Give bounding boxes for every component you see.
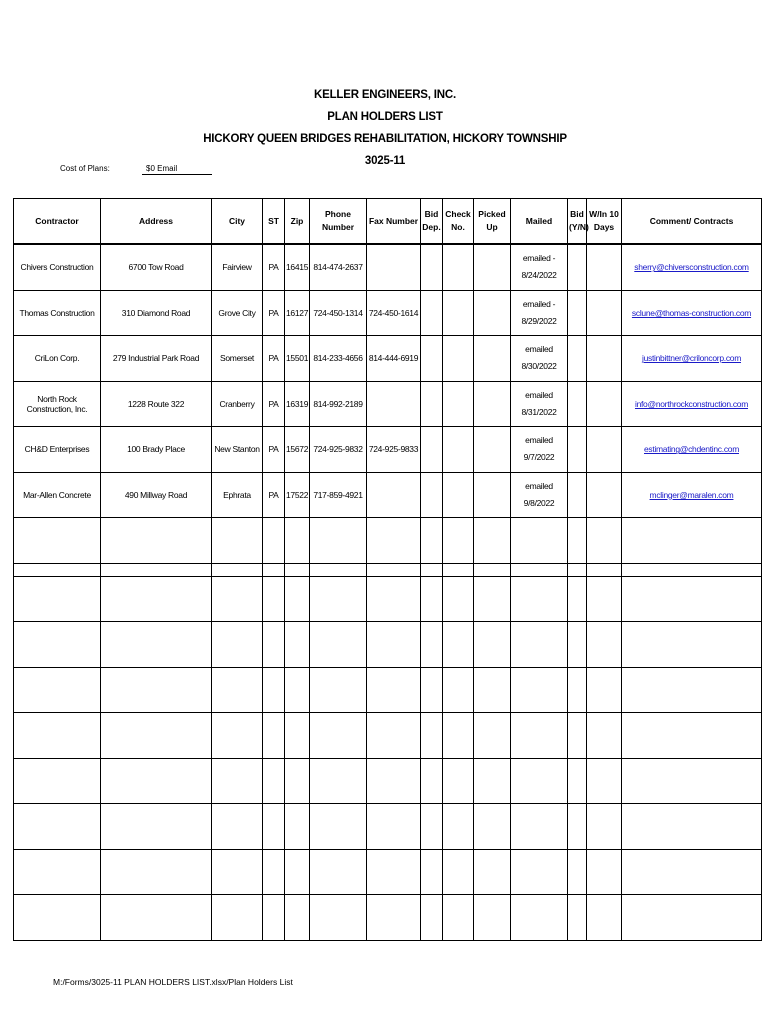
cell-phone: [310, 804, 367, 850]
table-row: [14, 427, 762, 473]
cell-comment: [622, 758, 762, 804]
cell-empty: [474, 518, 511, 564]
cell-empty: [443, 290, 474, 336]
cell-contractor: [14, 804, 101, 850]
cell-empty: [587, 381, 622, 427]
cell-empty: [587, 336, 622, 382]
col-within-10-days: W/In 10 Days: [587, 199, 622, 245]
cell-zip: [285, 622, 310, 668]
cell-phone: [310, 576, 367, 622]
table-row: [14, 804, 762, 850]
cell-empty: [474, 472, 511, 518]
cell-empty: [443, 427, 474, 473]
cell-empty: [443, 563, 474, 576]
table-row: [14, 244, 762, 290]
cell-address: 310 Diamond Road: [101, 290, 212, 336]
cell-address: [101, 895, 212, 941]
email-link[interactable]: info@northrockconstruction.com: [634, 398, 748, 409]
cell-zip: [285, 667, 310, 713]
cell-empty: [587, 895, 622, 941]
cell-mailed: [511, 758, 568, 804]
cell-phone: 814-233-4656: [310, 336, 367, 382]
cell-phone: [310, 622, 367, 668]
cell-fax: [367, 622, 421, 668]
cell-empty: [421, 849, 443, 895]
cell-phone: [310, 713, 367, 759]
cell-contractor: CH&D Enterprises: [14, 427, 101, 473]
col-address: Address: [101, 199, 212, 245]
cell-city: [212, 563, 263, 576]
cell-city: [212, 667, 263, 713]
cell-zip: [285, 518, 310, 564]
cell-zip: 17522: [285, 472, 310, 518]
cell-empty: [474, 381, 511, 427]
cell-fax: 814-444-6919: [367, 336, 421, 382]
cell-empty: [474, 895, 511, 941]
cell-fax: [367, 849, 421, 895]
table-row: [14, 895, 762, 941]
cell-contractor: Thomas Construction: [14, 290, 101, 336]
cell-empty: [443, 518, 474, 564]
cell-address: 1228 Route 322: [101, 381, 212, 427]
cell-empty: [568, 336, 587, 382]
cell-fax: [367, 381, 421, 427]
list-title: PLAN HOLDERS LIST: [327, 111, 443, 123]
cell-empty: [443, 472, 474, 518]
cell-empty: [421, 622, 443, 668]
cell-empty: [443, 667, 474, 713]
cell-empty: [421, 804, 443, 850]
cell-address: [101, 518, 212, 564]
cell-empty: [421, 336, 443, 382]
cell-fax: [367, 563, 421, 576]
cell-comment: [622, 563, 762, 576]
cell-st: [263, 518, 285, 564]
cell-empty: [474, 667, 511, 713]
cell-city: New Stanton: [212, 427, 263, 473]
cell-mailed: emailed 9/7/2022: [511, 427, 568, 473]
table-row: [14, 381, 762, 427]
cell-empty: [421, 713, 443, 759]
cell-empty: [568, 758, 587, 804]
cell-empty: [443, 381, 474, 427]
cell-empty: [568, 381, 587, 427]
cell-zip: [285, 713, 310, 759]
cell-city: [212, 518, 263, 564]
cell-empty: [421, 563, 443, 576]
cell-empty: [587, 472, 622, 518]
table-row: [14, 336, 762, 382]
cell-mailed: [511, 713, 568, 759]
table-row: [14, 667, 762, 713]
col-st: ST: [263, 199, 285, 245]
cell-fax: 724-450-1614: [367, 290, 421, 336]
cell-empty: [568, 472, 587, 518]
cell-city: [212, 895, 263, 941]
cell-empty: [421, 758, 443, 804]
cell-zip: [285, 895, 310, 941]
cost-of-plans: [60, 164, 212, 175]
plan-holders-table: [13, 198, 762, 941]
cell-empty: [568, 290, 587, 336]
cell-empty: [443, 895, 474, 941]
cell-st: PA: [263, 290, 285, 336]
cell-address: [101, 622, 212, 668]
cell-contractor: [14, 622, 101, 668]
cell-mailed: [511, 804, 568, 850]
cell-phone: [310, 849, 367, 895]
cell-st: PA: [263, 336, 285, 382]
cell-address: 6700 Tow Road: [101, 244, 212, 290]
cell-empty: [474, 427, 511, 473]
cell-comment: [622, 667, 762, 713]
cell-comment: [622, 244, 762, 290]
cell-contractor: [14, 758, 101, 804]
cell-empty: [587, 713, 622, 759]
cell-contractor: [14, 563, 101, 576]
table-row: [14, 290, 762, 336]
cell-address: [101, 713, 212, 759]
cell-empty: [568, 563, 587, 576]
cell-zip: [285, 758, 310, 804]
cell-empty: [443, 713, 474, 759]
cell-mailed: [511, 563, 568, 576]
cell-phone: [310, 758, 367, 804]
cell-contractor: [14, 518, 101, 564]
cell-contractor: [14, 713, 101, 759]
cell-contractor: [14, 895, 101, 941]
cell-zip: 15672: [285, 427, 310, 473]
cell-empty: [474, 576, 511, 622]
cell-empty: [421, 244, 443, 290]
cell-empty: [474, 713, 511, 759]
col-check-no: Check No.: [443, 199, 474, 245]
cell-fax: 724-925-9833: [367, 427, 421, 473]
cell-mailed: [511, 849, 568, 895]
email-link[interactable]: justinbittner@criloncorp.com: [642, 353, 741, 364]
cell-mailed: [511, 518, 568, 564]
table-row: [14, 576, 762, 622]
email-link[interactable]: estimating@chdentinc.com: [644, 444, 739, 455]
cell-empty: [587, 758, 622, 804]
table-row: [14, 758, 762, 804]
cell-empty: [474, 290, 511, 336]
cell-address: [101, 667, 212, 713]
cost-label: Cost of Plans:: [60, 164, 110, 173]
cell-zip: 16127: [285, 290, 310, 336]
cell-st: PA: [263, 244, 285, 290]
cell-address: 100 Brady Place: [101, 427, 212, 473]
cell-mailed: emailed - 8/24/2022: [511, 244, 568, 290]
email-link[interactable]: mclinger@maralen.com: [649, 489, 734, 500]
table-row: [14, 849, 762, 895]
cell-fax: [367, 244, 421, 290]
cell-empty: [587, 290, 622, 336]
document-header: [0, 84, 770, 172]
cell-city: [212, 713, 263, 759]
cell-empty: [587, 667, 622, 713]
cell-empty: [474, 758, 511, 804]
cell-fax: [367, 667, 421, 713]
cell-comment: [622, 472, 762, 518]
cell-empty: [443, 576, 474, 622]
cell-phone: [310, 895, 367, 941]
cell-contractor: [14, 667, 101, 713]
cell-empty: [474, 622, 511, 668]
cell-empty: [443, 804, 474, 850]
cell-phone: 814-474-2637: [310, 244, 367, 290]
cell-st: PA: [263, 381, 285, 427]
cell-contractor: Chivers Construction: [14, 244, 101, 290]
cell-mailed: [511, 622, 568, 668]
cell-address: [101, 804, 212, 850]
cell-mailed: emailed 9/8/2022: [511, 472, 568, 518]
cell-zip: 16319: [285, 381, 310, 427]
cell-comment: [622, 576, 762, 622]
cell-city: [212, 576, 263, 622]
cell-empty: [474, 244, 511, 290]
cell-empty: [421, 381, 443, 427]
col-mailed: Mailed: [511, 199, 568, 245]
cell-phone: [310, 518, 367, 564]
cell-empty: [474, 336, 511, 382]
cost-value: $0 Email: [142, 164, 212, 175]
cell-empty: [421, 427, 443, 473]
cell-st: [263, 895, 285, 941]
cell-fax: [367, 804, 421, 850]
cell-empty: [421, 895, 443, 941]
cell-comment: [622, 427, 762, 473]
cell-empty: [443, 244, 474, 290]
cell-empty: [421, 472, 443, 518]
email-link[interactable]: sherry@chiversconstruction.com: [634, 262, 749, 273]
col-contractor: Contractor: [14, 199, 101, 245]
cell-comment: [622, 381, 762, 427]
cell-empty: [587, 622, 622, 668]
cell-empty: [587, 427, 622, 473]
col-picked-up: Picked Up: [474, 199, 511, 245]
table-row: [14, 622, 762, 668]
cell-address: 490 Millway Road: [101, 472, 212, 518]
cell-fax: [367, 576, 421, 622]
cell-phone: 724-450-1314: [310, 290, 367, 336]
cell-fax: [367, 758, 421, 804]
cell-empty: [443, 622, 474, 668]
col-bid-dep: Bid Dep.: [421, 199, 443, 245]
cell-empty: [587, 244, 622, 290]
cell-empty: [568, 713, 587, 759]
cell-mailed: emailed 8/31/2022: [511, 381, 568, 427]
cell-city: Somerset: [212, 336, 263, 382]
cell-phone: 717-859-4921: [310, 472, 367, 518]
cell-empty: [568, 895, 587, 941]
cell-address: 279 Industrial Park Road: [101, 336, 212, 382]
cell-address: [101, 563, 212, 576]
cell-address: [101, 849, 212, 895]
cell-empty: [421, 290, 443, 336]
table-row: [14, 563, 762, 576]
cell-empty: [568, 576, 587, 622]
cell-mailed: emailed - 8/29/2022: [511, 290, 568, 336]
cell-st: [263, 576, 285, 622]
header-row: [14, 199, 762, 245]
cell-city: Cranberry: [212, 381, 263, 427]
cell-mailed: emailed 8/30/2022: [511, 336, 568, 382]
cell-empty: [568, 849, 587, 895]
cell-city: Ephrata: [212, 472, 263, 518]
col-phone: Phone Number: [310, 199, 367, 245]
cell-st: [263, 563, 285, 576]
cell-comment: [622, 713, 762, 759]
cell-comment: [622, 895, 762, 941]
cell-comment: [622, 290, 762, 336]
col-bid-yn: Bid (Y/N): [568, 199, 587, 245]
cell-fax: [367, 472, 421, 518]
cell-mailed: [511, 576, 568, 622]
cell-empty: [443, 849, 474, 895]
cell-city: Grove City: [212, 290, 263, 336]
cell-comment: [622, 849, 762, 895]
cell-comment: [622, 518, 762, 564]
cell-city: [212, 622, 263, 668]
cell-address: [101, 758, 212, 804]
cell-empty: [474, 849, 511, 895]
cell-contractor: [14, 576, 101, 622]
cell-city: [212, 804, 263, 850]
cell-comment: [622, 336, 762, 382]
cell-zip: 16415: [285, 244, 310, 290]
cell-phone: 814-992-2189: [310, 381, 367, 427]
cell-empty: [568, 244, 587, 290]
cell-fax: [367, 895, 421, 941]
cell-comment: [622, 622, 762, 668]
cell-empty: [587, 849, 622, 895]
cell-zip: 15501: [285, 336, 310, 382]
cell-empty: [474, 563, 511, 576]
cell-empty: [443, 336, 474, 382]
company-name: KELLER ENGINEERS, INC.: [314, 89, 456, 101]
cell-zip: [285, 804, 310, 850]
cell-fax: [367, 518, 421, 564]
cell-empty: [587, 804, 622, 850]
cell-empty: [587, 576, 622, 622]
cell-address: [101, 576, 212, 622]
cell-empty: [443, 758, 474, 804]
cell-phone: [310, 667, 367, 713]
cell-contractor: [14, 849, 101, 895]
table-row: [14, 472, 762, 518]
cell-zip: [285, 576, 310, 622]
project-number: 3025-11: [364, 155, 406, 167]
cell-empty: [568, 667, 587, 713]
cell-st: PA: [263, 427, 285, 473]
cell-st: [263, 667, 285, 713]
cell-city: [212, 758, 263, 804]
cell-empty: [587, 563, 622, 576]
cell-empty: [474, 804, 511, 850]
cell-empty: [421, 518, 443, 564]
cell-empty: [421, 667, 443, 713]
cell-contractor: Mar-Allen Concrete: [14, 472, 101, 518]
cell-fax: [367, 713, 421, 759]
cell-contractor: CriLon Corp.: [14, 336, 101, 382]
col-zip: Zip: [285, 199, 310, 245]
cell-empty: [568, 804, 587, 850]
cell-st: [263, 713, 285, 759]
cell-empty: [568, 622, 587, 668]
cell-empty: [587, 518, 622, 564]
cell-st: PA: [263, 472, 285, 518]
col-comment: Comment/ Contracts: [622, 199, 762, 245]
table-row: [14, 518, 762, 564]
cell-phone: 724-925-9832: [310, 427, 367, 473]
project-title: HICKORY QUEEN BRIDGES REHABILITATION, HICKORY TOWNSHIP: [203, 133, 567, 145]
cell-empty: [568, 427, 587, 473]
cell-empty: [568, 518, 587, 564]
cell-zip: [285, 849, 310, 895]
cell-phone: [310, 563, 367, 576]
col-fax: Fax Number: [367, 199, 421, 245]
cell-mailed: [511, 667, 568, 713]
col-city: City: [212, 199, 263, 245]
cell-empty: [421, 576, 443, 622]
table-row: [14, 713, 762, 759]
cell-zip: [285, 563, 310, 576]
cell-city: [212, 849, 263, 895]
cell-st: [263, 849, 285, 895]
cell-comment: [622, 804, 762, 850]
email-link[interactable]: sclune@thomas-construction.com: [631, 307, 752, 318]
cell-st: [263, 758, 285, 804]
cell-mailed: [511, 895, 568, 941]
cell-contractor: North Rock Construction, Inc.: [14, 381, 101, 427]
cell-st: [263, 804, 285, 850]
cell-st: [263, 622, 285, 668]
cell-city: Fairview: [212, 244, 263, 290]
file-path-footer: M:/Forms/3025-11 PLAN HOLDERS LIST.xlsx/Plan Holders List: [53, 977, 293, 987]
